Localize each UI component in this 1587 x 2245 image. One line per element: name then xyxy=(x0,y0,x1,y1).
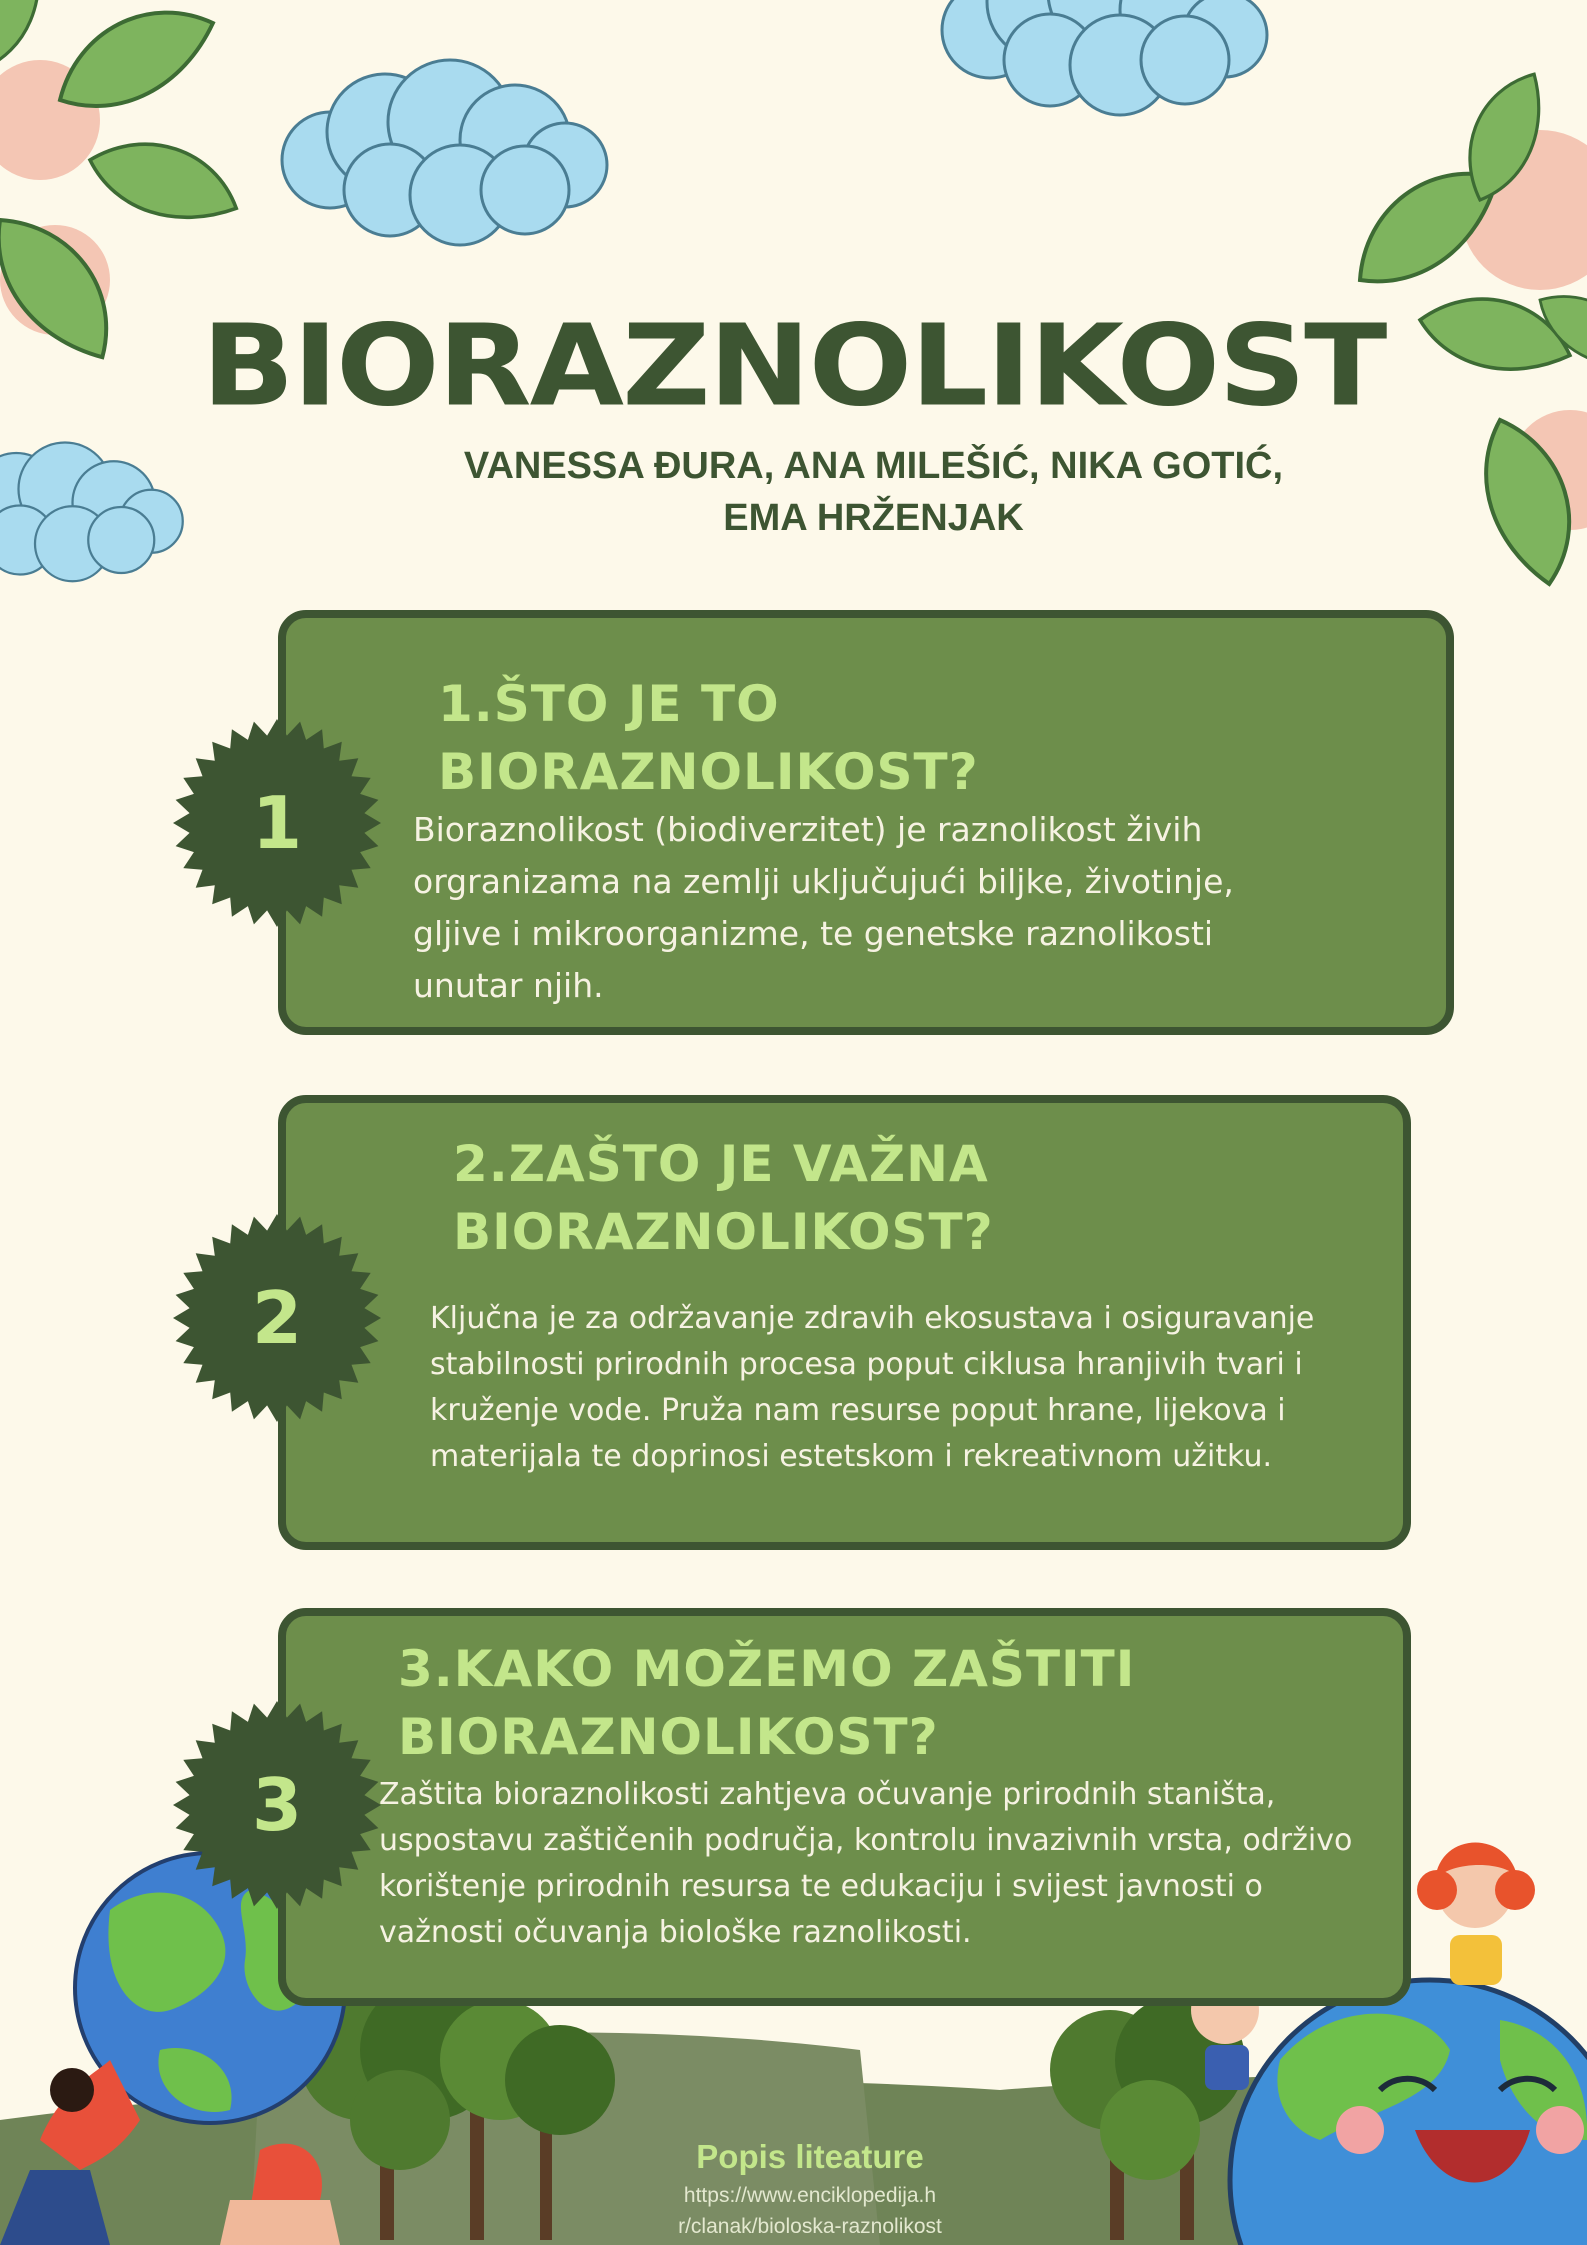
authors-line-2: EMA HRŽENJAK xyxy=(723,497,1024,539)
section-2-text: Ključna je za održavanje zdravih ekosustava i osiguravanje stabilnosti prirodnih procesa poput ciklusa hranjivih tvari i kruženje vode. Pruža nam resurse poput hrane, lijekova i materijala te doprinosi estetskom i rekreativnom užitku. xyxy=(430,1301,1315,1474)
section-1-title: 1.ŠTO JE TO BIORAZNOLIKOST? xyxy=(438,675,979,801)
section-3-text: Zaštita bioraznolikosti zahtjeva očuvanje prirodnih staništa, uspostavu zaštičenih područja, kontrolu invazivnih vrsta, održivo korištenje prirodnih resursa te edukaciju i svijest javnosti o važnosti očuvanja biološke raznolikosti. xyxy=(379,1777,1353,1950)
section-1-text: Bioraznolikost (biodiverzitet) je raznolikost živih orgranizama na zemlji uključujući biljke, životinje, gljive i mikroorganizme, te genetske raznolikosti unutar njih. xyxy=(413,810,1234,1005)
authors-line-1: VANESSA ĐURA, ANA MILEŠIĆ, NIKA GOTIĆ, xyxy=(463,445,1284,487)
reference-link[interactable]: https://www.enciklopedija.h r/clanak/bioloska-raznolikost xyxy=(678,2184,942,2238)
section-1-number-badge: 1 xyxy=(172,718,382,928)
section-3-title: 3.KAKO MOŽEMO ZAŠTITI BIORAZNOLIKOST? xyxy=(398,1640,1136,1766)
section-3-number-badge: 3 xyxy=(172,1700,382,1910)
cloud-icon xyxy=(942,0,1267,115)
authors xyxy=(0,440,1587,544)
smiling-earth-icon xyxy=(1230,1980,1587,2245)
cloud-icon xyxy=(282,60,607,245)
section-2-number-badge: 2 xyxy=(172,1213,382,1423)
section-2-title: 2.ZAŠTO JE VAŽNA BIORAZNOLIKOST? xyxy=(453,1135,994,1261)
poster-title: BIORAZNOLIKOST xyxy=(201,300,1386,432)
references-heading: Popis liteature xyxy=(696,2138,924,2175)
